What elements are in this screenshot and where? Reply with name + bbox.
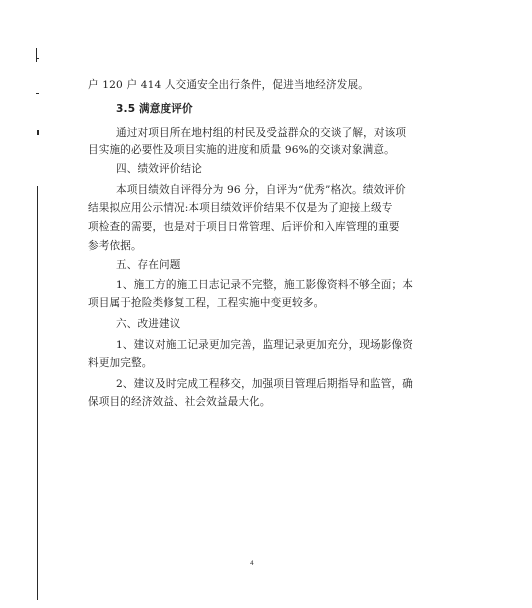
body-line: 料更加完整。 <box>88 357 153 369</box>
section-heading: 六、改进建议 <box>116 318 181 330</box>
scan-mark <box>36 48 37 62</box>
body-line: 2、建议及时完成工程移交，加强项目管理后期指导和监管，确 <box>116 378 413 390</box>
scan-mark <box>37 186 38 600</box>
body-line: 本项目绩效自评得分为 96 分，自评为“优秀”格次。绩效评价 <box>116 184 406 196</box>
section-heading: 3.5 满意度评价 <box>116 103 193 115</box>
section-heading: 五、存在问题 <box>116 259 181 271</box>
body-line: 1、建议对施工记录更加完善，监理记录更加充分，现场影像资 <box>116 339 413 351</box>
scan-mark <box>37 130 39 135</box>
scan-mark <box>36 58 39 59</box>
body-line: 目实施的必要性及项目实施的进度和质量 96%的交谈对象满意。 <box>88 144 395 156</box>
body-line: 参考依据。 <box>88 240 142 252</box>
section-heading: 四、绩效评价结论 <box>116 163 202 175</box>
body-line: 1、施工方的施工日志记录不完整，施工影像资料不够全面；本 <box>116 279 413 291</box>
body-line: 通过对项目所在地村组的村民及受益群众的交谈了解，对该项 <box>116 127 407 139</box>
page-number: 4 <box>250 560 254 567</box>
body-line: 保项目的经济效益、社会效益最大化。 <box>88 396 271 408</box>
body-line: 项检查的需要，也是对于项目日常管理、后评价和入库管理的重要 <box>88 221 400 233</box>
body-line: 结果拟应用公示情况:本项目绩效评价结果不仅是为了迎接上级专 <box>88 202 393 214</box>
scan-mark <box>36 93 39 94</box>
body-line: 项目属于抢险类修复工程，工程实施中变更较多。 <box>88 297 325 309</box>
body-line: 户 120 户 414 人交通安全出行条件，促进当地经济发展。 <box>88 79 370 91</box>
